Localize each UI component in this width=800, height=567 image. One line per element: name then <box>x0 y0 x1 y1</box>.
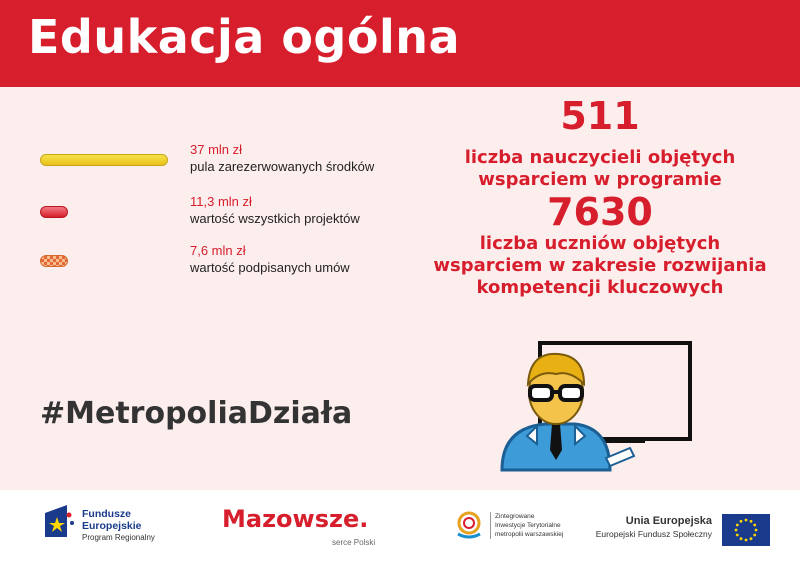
stat-value-teachers: 511 <box>560 94 640 138</box>
zit-line: metropolii warszawskiej <box>495 531 564 538</box>
fund-label: pula zarezerwowanych środków <box>190 159 375 174</box>
fund-amount: 7,6 mln zł <box>190 243 246 258</box>
ue-title: Unia Europejska <box>625 515 712 527</box>
fund-row-reserved <box>40 142 400 182</box>
hashtag: #MetropoliaDziała <box>40 396 353 431</box>
mazowsze-tagline: serce Polski <box>332 538 376 547</box>
fund-bar-yellow <box>40 154 168 166</box>
stat-label-line: kompetencji kluczowych <box>476 277 724 298</box>
fund-amount: 11,3 mln zł <box>190 194 252 209</box>
fund-label: wartość wszystkich projektów <box>190 211 360 226</box>
ue-logo-text <box>590 515 712 539</box>
fund-label: wartość podpisanych umów <box>190 260 350 275</box>
stat-label-line: wsparciem w zakresie rozwijania <box>433 255 767 276</box>
stats-block <box>400 95 800 299</box>
zit-logo-icon <box>455 510 483 540</box>
stat-label-line: liczba nauczycieli objętych <box>464 147 736 168</box>
stat-label-line: liczba uczniów objętych <box>479 233 721 254</box>
page-title: Edukacja ogólna <box>28 10 461 64</box>
zit-line: Inwestycje Terytorialne <box>495 522 561 529</box>
fund-bar-checkered <box>40 255 68 267</box>
ue-subtitle: Europejski Fundusz Społeczny <box>595 529 712 539</box>
fe-line: Program Regionalny <box>82 533 155 542</box>
teacher-icon <box>500 340 700 475</box>
header-banner <box>0 0 800 87</box>
fund-bar-red <box>40 206 68 218</box>
mazowsze-logo: Mazowsze. <box>222 505 369 533</box>
fund-row-contracts <box>40 243 400 283</box>
stat-value-students: 7630 <box>547 190 653 234</box>
fe-line: Europejskie <box>82 520 142 532</box>
fe-line: Fundusze <box>82 508 131 520</box>
stat-label-line: wsparciem w programie <box>478 169 722 190</box>
fund-row-projects <box>40 194 400 234</box>
eu-flag-icon <box>722 514 770 546</box>
zit-line: Zintegrowane <box>495 513 535 520</box>
fe-logo-text <box>82 508 155 544</box>
fund-amount: 37 mln zł <box>190 142 243 157</box>
zit-logo-text <box>490 512 563 539</box>
fundusze-europejskie-logo-icon <box>45 505 75 537</box>
